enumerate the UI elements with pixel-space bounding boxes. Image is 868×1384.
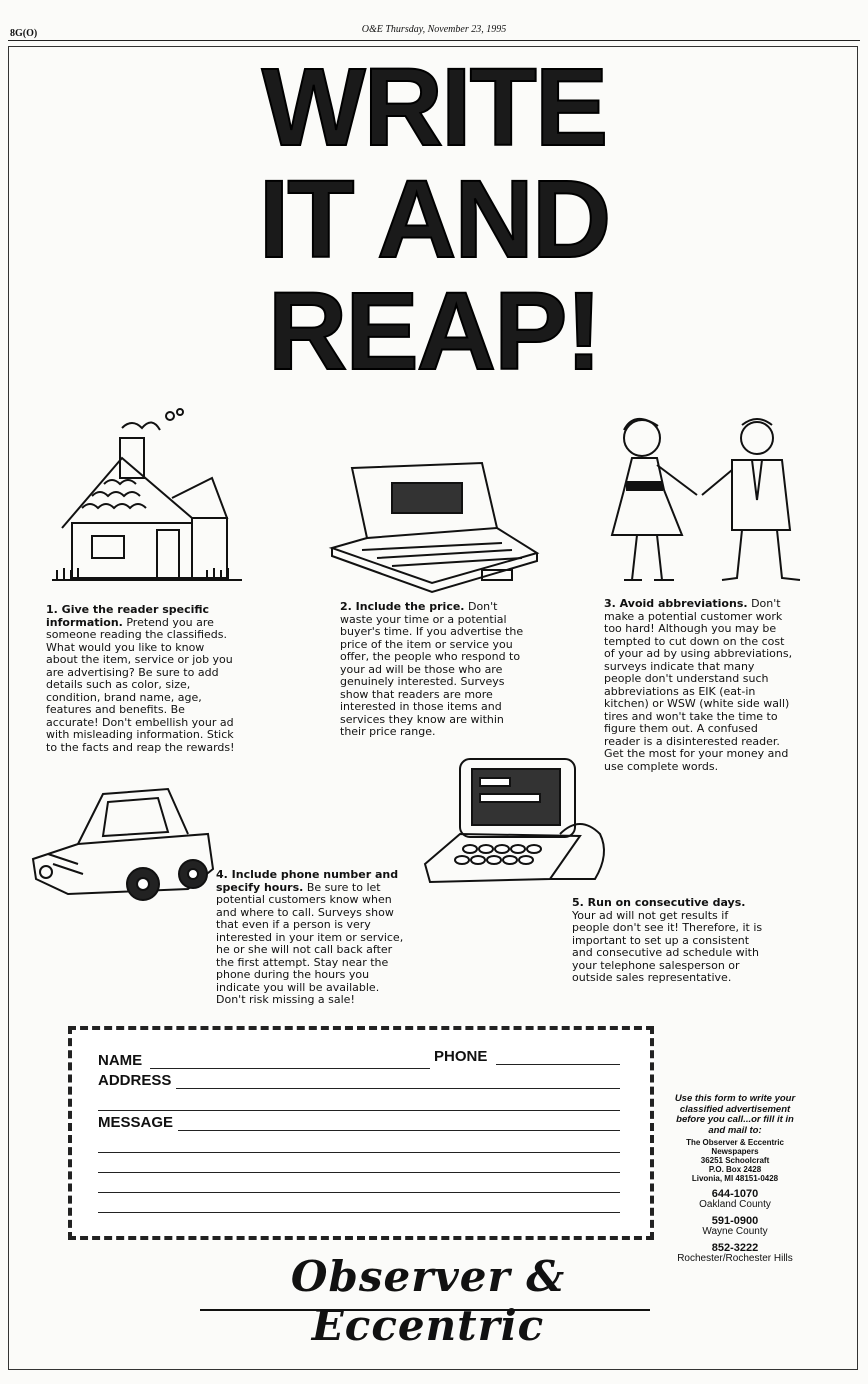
mail-box: P.O. Box 2428 xyxy=(708,1165,762,1174)
tip-1-title: 1. Give the reader specific information. xyxy=(46,603,210,629)
headline xyxy=(0,46,868,393)
message-label: MESSAGE xyxy=(98,1114,174,1131)
tip-4-body: Be sure to let potential customers know when and where to call. Surveys show that even if a person is very interested in your item or service, he or she will not call back after the first attempt. Stay near the phone during the hours you indicate you will be available. Don't risk missing a sale! xyxy=(216,880,404,1006)
county-rochester: Rochester/Rochester Hills xyxy=(677,1252,793,1264)
tip-5-body: Your ad will not get results if people don't see it! Therefore, it is important to set up a consistent and consecutive ad schedule with your telephone salesperson or outside sales representative. xyxy=(572,908,763,984)
couple-illustration xyxy=(602,410,807,590)
message-field[interactable] xyxy=(178,1130,620,1131)
county-oakland: Oakland County xyxy=(699,1198,771,1210)
tip-2 xyxy=(340,601,532,739)
car-illustration xyxy=(28,784,218,912)
classified-form xyxy=(68,1026,654,1240)
header-rule xyxy=(8,40,860,41)
observer-eccentric-logo: Observer & Eccentric xyxy=(290,1252,566,1350)
address-label: ADDRESS xyxy=(98,1072,172,1089)
mail-city: Livonia, MI 48151-0428 xyxy=(691,1174,779,1183)
dateline: O&E Thursday, November 23, 1995 xyxy=(361,24,507,35)
headline-line-3: REAP! xyxy=(267,270,601,393)
phone-wayne: 591-0900 xyxy=(711,1215,759,1227)
page-number: 8G(O) xyxy=(10,28,38,39)
phone-oakland: 644-1070 xyxy=(711,1188,759,1200)
tip-5 xyxy=(572,897,768,985)
county-wayne: Wayne County xyxy=(702,1225,768,1237)
computer-illustration xyxy=(420,754,612,890)
headline-line-1: WRITE xyxy=(261,46,607,169)
page-header xyxy=(8,22,860,38)
tip-3-title: 3. Avoid abbreviations. xyxy=(604,597,748,610)
logo-rule xyxy=(200,1309,650,1311)
message-line-5[interactable] xyxy=(98,1212,620,1213)
tip-1-body: Pretend you are someone reading the classifieds. What would you like to know about the item, service or job you are advertising? Be sure to add details such as color, size, condition, brand name, age, features and benefits. Be accurate! Don't embellish your ad with misleading information. Stick to the facts and reap the rewards! xyxy=(46,615,235,754)
mail-street: 36251 Schoolcraft xyxy=(700,1156,770,1165)
tip-1 xyxy=(46,604,238,754)
address-field-line-2[interactable] xyxy=(98,1110,620,1111)
tip-4-title: 4. Include phone number and specify hours. xyxy=(216,868,399,894)
message-line-2[interactable] xyxy=(98,1152,620,1153)
mail-info xyxy=(668,1094,802,1264)
tip-5-title: 5. Run on consecutive days. xyxy=(572,896,746,909)
headline-line-2: IT AND xyxy=(258,158,610,281)
name-field[interactable] xyxy=(150,1068,430,1069)
phone-label: PHONE xyxy=(434,1048,488,1065)
name-label: NAME xyxy=(98,1052,143,1069)
briefcase-illustration xyxy=(322,458,542,598)
tip-4 xyxy=(216,869,408,1007)
tip-2-title: 2. Include the price. xyxy=(340,600,465,613)
phone-rochester: 852-3222 xyxy=(711,1242,759,1254)
house-illustration xyxy=(52,408,242,588)
phone-field[interactable] xyxy=(496,1064,620,1065)
address-field[interactable] xyxy=(176,1088,620,1089)
mail-intro: Use this form to write your classified advertisement before you call...or fill it in and mail to: xyxy=(674,1093,796,1136)
tip-3-body: Don't make a potential customer work too hard! Although you may be tempted to cut down on the cost of your ad by using abbreviations, surveys indicate that many people don't understand such abbreviations as EIK (eat-in kitchen) or WSW (white side wall) tires and won't take the time to figure them out. A confused reader is a disinterested reader. Get the most for your money and use complete words. xyxy=(604,597,793,773)
mail-org: The Observer & Eccentric Newspapers xyxy=(686,1138,784,1156)
message-line-4[interactable] xyxy=(98,1192,620,1193)
message-line-3[interactable] xyxy=(98,1172,620,1173)
tip-3 xyxy=(604,598,794,773)
tip-2-body: Don't waste your time or a potential buyer's time. If you advertise the price of the item or service you offer, the people who respond to your ad will be those who are genuinely interested. Surveys show that readers are more interested in those items and services they know are within their price range. xyxy=(340,600,524,738)
